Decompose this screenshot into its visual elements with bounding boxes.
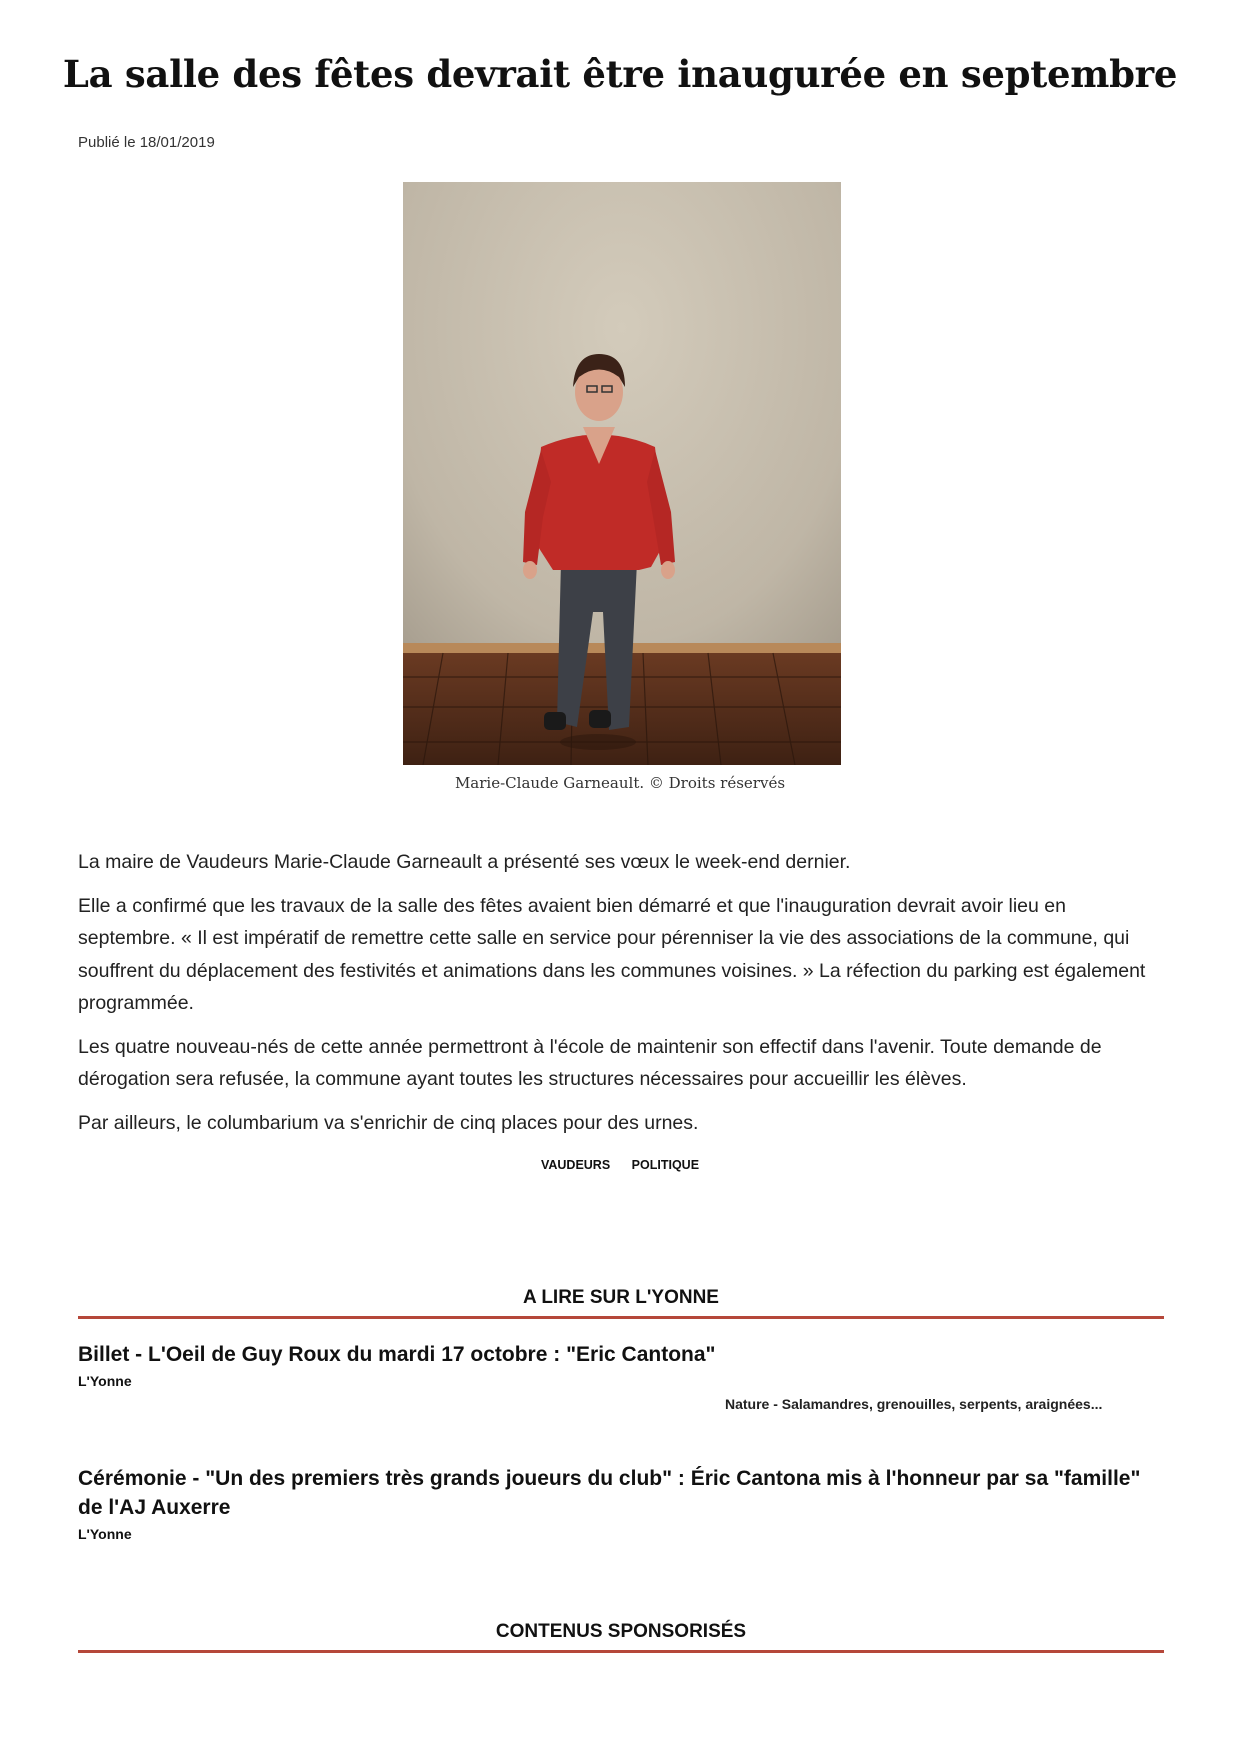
tag-link[interactable]: POLITIQUE — [631, 1158, 700, 1172]
related-article-title[interactable]: Cérémonie - "Un des premiers très grands joueurs du club" : Éric Cantona mis à l'honneur par sa "famille" de l'AJ Auxerre — [78, 1467, 1141, 1519]
article-body — [78, 846, 1164, 1150]
related-heading: A LIRE SUR L'YONNE — [523, 1287, 719, 1308]
related-article-title[interactable]: Billet - L'Oeil de Guy Roux du mardi 17 octobre : "Eric Cantona" — [78, 1343, 716, 1366]
related-teaser[interactable]: Nature - Salamandres, grenouilles, serpents, araignées... — [725, 1396, 1103, 1412]
paragraph: La maire de Vaudeurs Marie-Claude Garneault a présenté ses vœux le week-end dernier. — [78, 851, 851, 873]
article-title: La salle des fêtes devrait être inaugurée en septembre — [62, 52, 1178, 96]
article-photo — [403, 182, 841, 765]
related-article-source: L'Yonne — [78, 1526, 132, 1542]
sponsored-heading: CONTENUS SPONSORISÉS — [495, 1621, 747, 1642]
tag-link[interactable]: VAUDEURS — [540, 1158, 611, 1172]
publish-date: Publié le 18/01/2019 — [78, 134, 215, 151]
related-article[interactable] — [78, 1464, 1164, 1542]
related-divider — [78, 1316, 1164, 1319]
photo-caption: Marie-Claude Garneault. © Droits réservés — [454, 774, 786, 792]
paragraph: Les quatre nouveau-nés de cette année permettront à l'école de maintenir son effectif dans l'avenir. Toute demande de dérogation sera refusée, la commune ayant toutes les structures nécessaires pour accueillir les élèves. — [78, 1035, 1102, 1090]
tag-list — [0, 1158, 1240, 1172]
paragraph: Elle a confirmé que les travaux de la salle des fêtes avaient bien démarré et que l'inauguration devrait avoir lieu en septembre. « Il est impératif de remettre cette salle en service pour pérenniser la vie des associations de la commune, qui souffrent du déplacement des festivités et animations dans les communes voisines. » La réfection du parking est également programmée. — [78, 894, 1146, 1014]
sponsored-divider — [78, 1650, 1164, 1653]
related-article-source: L'Yonne — [78, 1373, 132, 1389]
related-article[interactable] — [78, 1340, 1164, 1389]
paragraph: Par ailleurs, le columbarium va s'enrichir de cinq places pour des urnes. — [78, 1111, 699, 1134]
